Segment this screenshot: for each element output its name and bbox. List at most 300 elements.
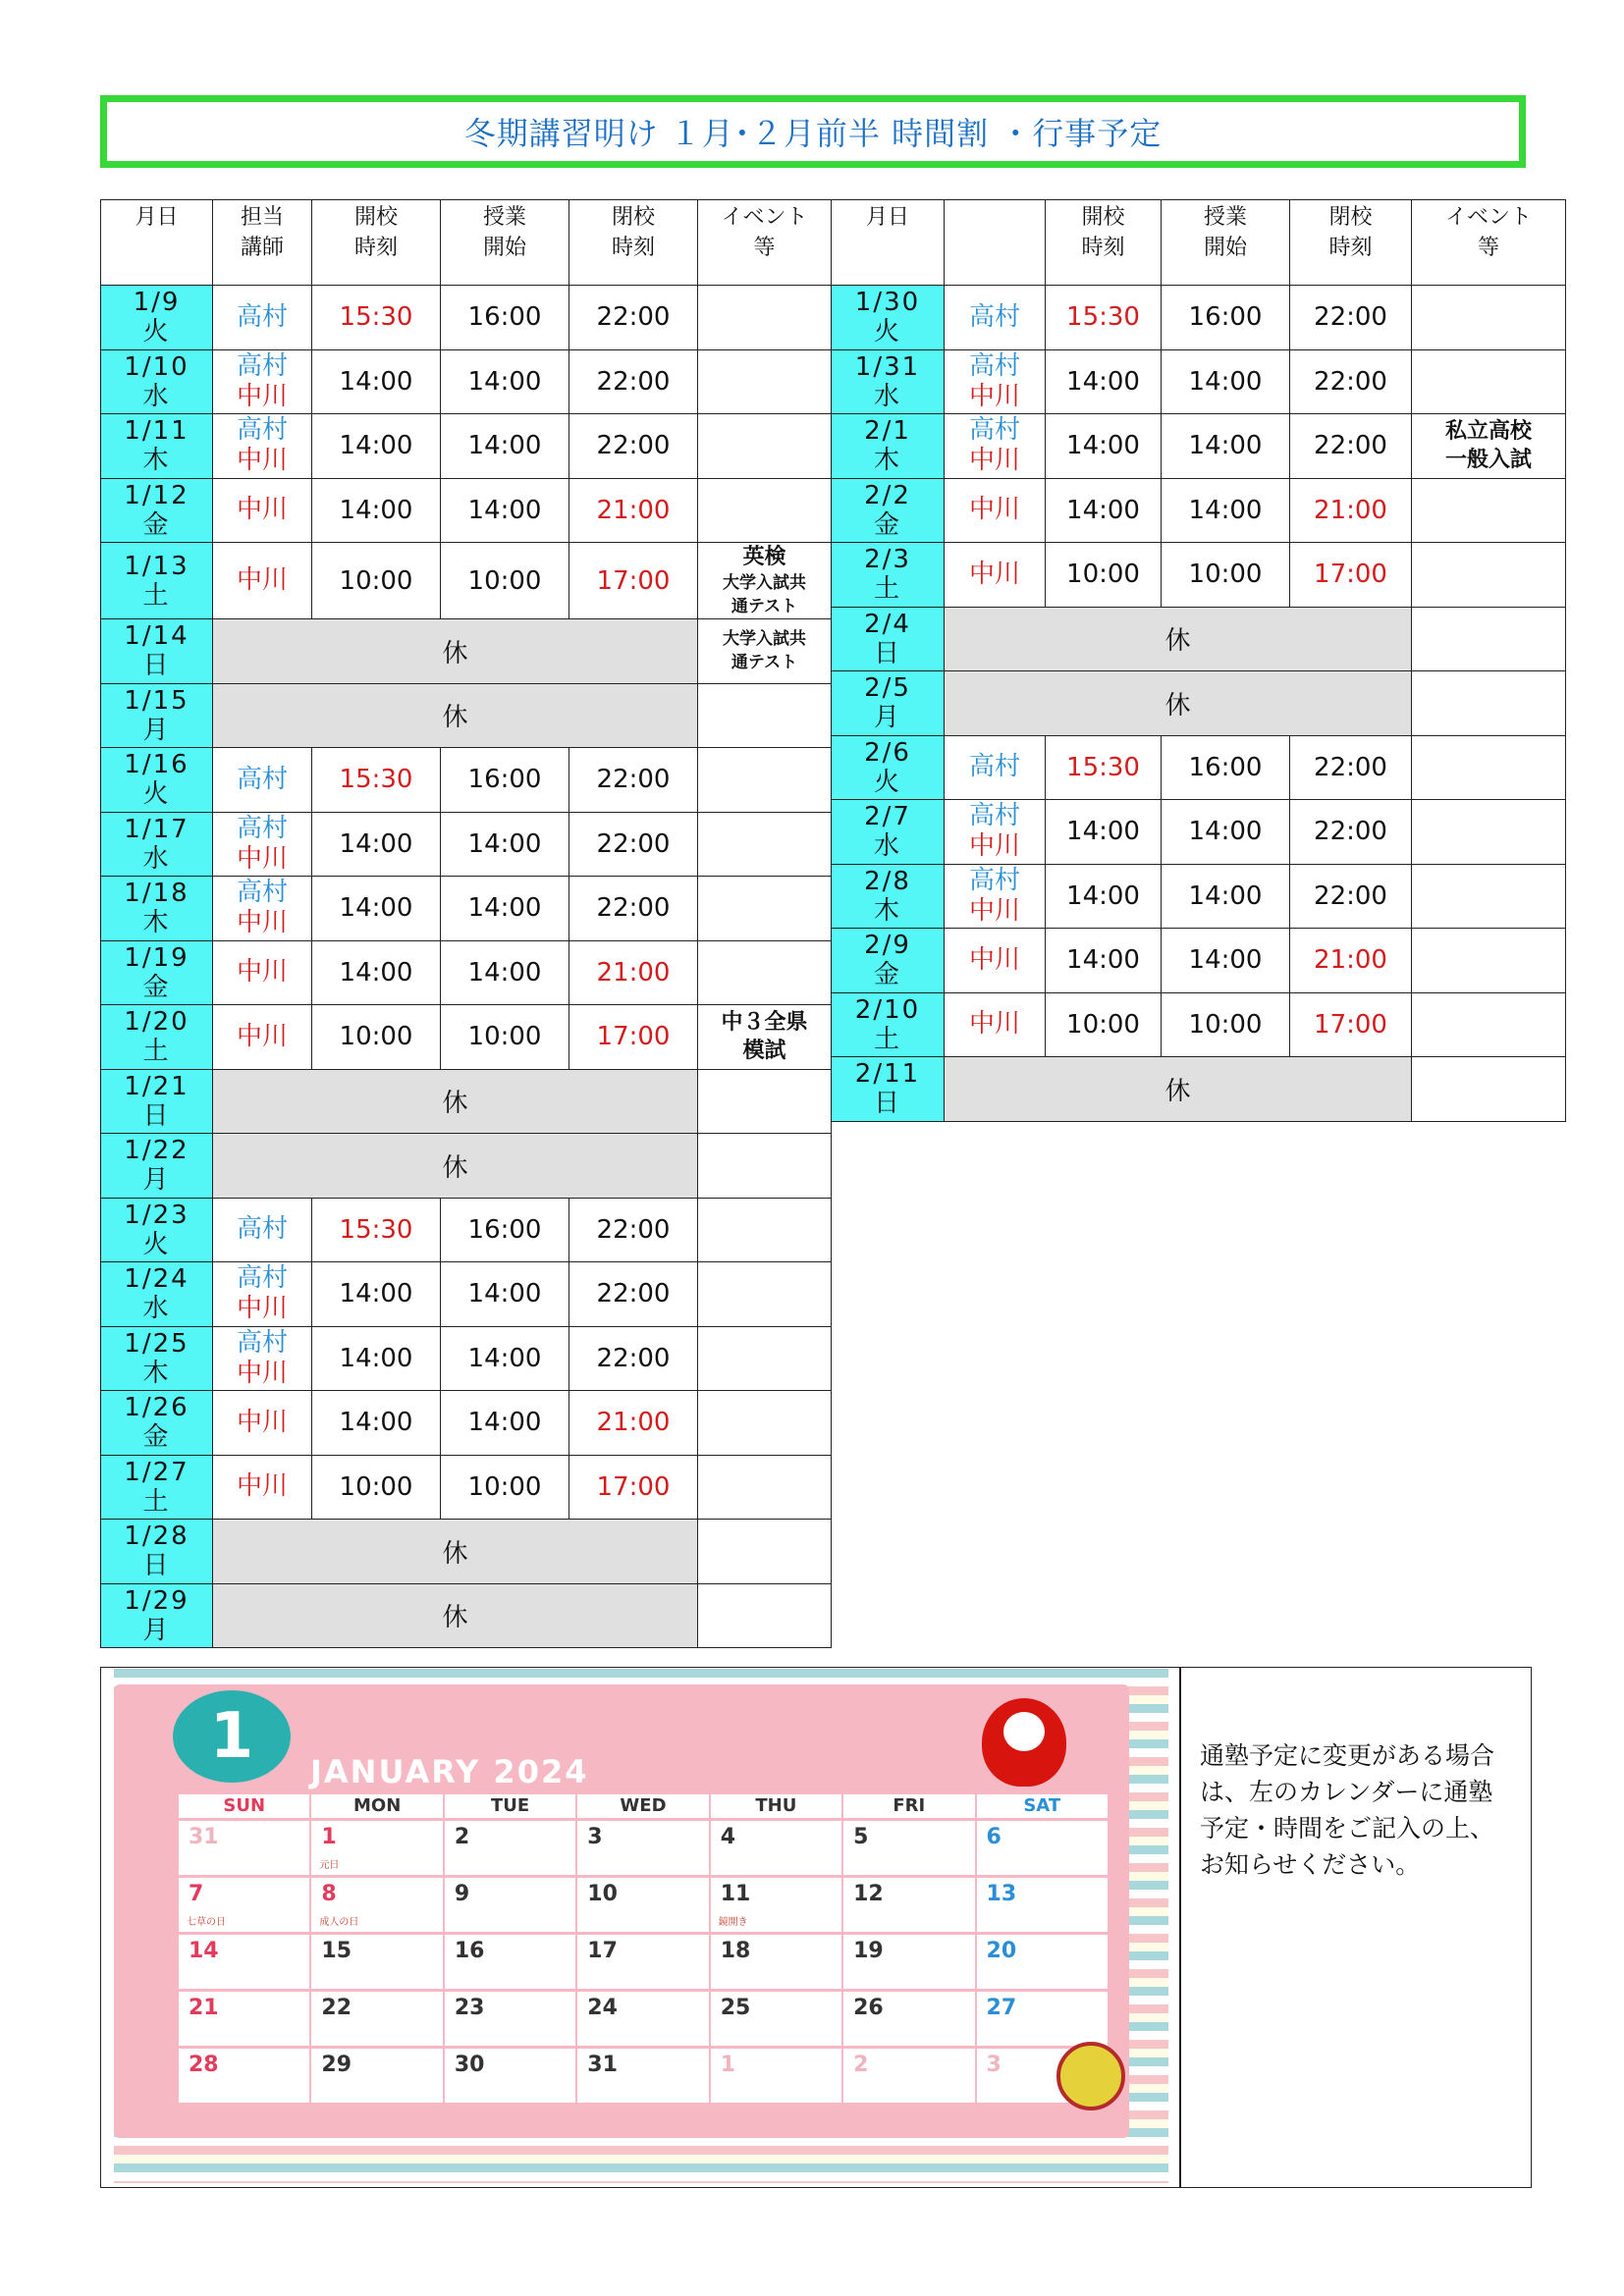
start-time-cell: 16:00	[441, 1198, 569, 1262]
calendar-week	[179, 2046, 1110, 2103]
event-label: 大学入試共 通テスト	[723, 573, 806, 616]
event-cell	[698, 543, 832, 619]
day-number: 15	[321, 1939, 352, 1963]
teacher-cell	[213, 478, 312, 543]
table-row	[101, 1455, 832, 1520]
close-time-cell: 21:00	[1290, 929, 1412, 993]
january-calendar	[114, 1669, 1168, 2183]
close-time-cell: 22:00	[569, 349, 698, 414]
day-number: 2	[853, 2053, 869, 2077]
column-header: イベント 等	[698, 200, 832, 286]
month-badge: 1	[173, 1690, 291, 1783]
holiday-label: 成人の日	[319, 1917, 359, 1928]
day-number: 1	[321, 1825, 337, 1849]
weekday-label: WED	[577, 1794, 710, 1818]
column-header: 閉校 時刻	[1290, 200, 1412, 286]
event-cell	[698, 1134, 832, 1199]
teacher-name: 高村	[236, 1214, 288, 1245]
teacher-cell	[213, 543, 312, 619]
calendar-day	[311, 1989, 444, 2046]
table-row	[832, 414, 1566, 479]
teacher-name: 高村	[968, 350, 1020, 381]
teacher-cell	[213, 1391, 312, 1456]
closed-cell: 休	[213, 683, 698, 748]
event-cell	[1412, 864, 1566, 929]
table-row	[101, 1583, 832, 1648]
teacher-name: 高村	[236, 350, 288, 381]
calendar-grid	[179, 1794, 1110, 2103]
calendar-day	[577, 2046, 710, 2103]
calendar-day	[577, 1989, 710, 2046]
closed-cell: 休	[213, 1069, 698, 1134]
day-number: 26	[853, 1996, 884, 2020]
calendar-day	[711, 1875, 843, 1932]
date-cell: 1/27 土	[101, 1455, 213, 1520]
teacher-cell	[213, 1198, 312, 1262]
event-cell	[698, 1326, 832, 1391]
teacher-name: 高村	[236, 1327, 288, 1358]
event-label: 中３全県 模試	[721, 1010, 808, 1064]
teacher-name: 高村	[236, 301, 288, 332]
date-cell: 1/18 木	[101, 877, 213, 941]
teacher-cell	[945, 735, 1046, 800]
start-time-cell: 14:00	[1162, 929, 1290, 993]
weekday-label: SUN	[179, 1794, 311, 1818]
event-cell	[1412, 1057, 1566, 1122]
open-time-cell: 10:00	[1046, 543, 1162, 608]
calendar-day	[977, 1932, 1110, 1989]
weekday-header	[179, 1794, 1110, 1818]
table-row	[832, 735, 1566, 800]
event-cell	[1412, 607, 1566, 671]
schedule-table-right	[831, 199, 1566, 1122]
teacher-name: 高村	[236, 764, 288, 794]
event-label: 大学入試共 通テスト	[723, 629, 806, 673]
date-cell: 1/31 水	[832, 349, 945, 414]
day-number: 10	[587, 1882, 618, 1906]
table-row	[101, 619, 832, 684]
close-time-cell: 22:00	[1290, 735, 1412, 800]
calendar-day	[179, 2046, 311, 2103]
day-number: 2	[454, 1825, 470, 1849]
date-cell: 1/20 土	[101, 1005, 213, 1070]
open-time-cell: 14:00	[312, 940, 441, 1005]
open-time-cell: 14:00	[1046, 349, 1162, 414]
close-time-cell: 22:00	[569, 286, 698, 350]
date-cell: 1/15 月	[101, 683, 213, 748]
teacher-cell	[213, 812, 312, 877]
close-time-cell: 22:00	[1290, 864, 1412, 929]
date-cell: 1/11 木	[101, 414, 213, 479]
table-row	[832, 478, 1566, 543]
teacher-name: 中川	[236, 1471, 288, 1502]
day-number: 29	[321, 2053, 352, 2077]
calendar-day	[843, 2046, 976, 2103]
date-cell: 2/2 金	[832, 478, 945, 543]
table-row	[832, 286, 1566, 350]
open-time-cell: 14:00	[312, 478, 441, 543]
open-time-cell: 10:00	[312, 1005, 441, 1070]
day-number: 31	[189, 1825, 219, 1849]
day-number: 28	[189, 2053, 219, 2077]
teacher-name: 中川	[236, 381, 288, 411]
date-cell: 2/9 金	[832, 929, 945, 993]
date-cell: 1/21 日	[101, 1069, 213, 1134]
table-row	[832, 607, 1566, 671]
teacher-name: 高村	[236, 415, 288, 446]
start-time-cell: 10:00	[441, 1005, 569, 1070]
teacher-name: 中川	[236, 843, 288, 874]
date-cell: 1/14 日	[101, 619, 213, 684]
calendar-day	[843, 1932, 976, 1989]
event-cell	[698, 1198, 832, 1262]
calendar-day	[179, 1875, 311, 1932]
column-header: 担当 講師	[213, 200, 312, 286]
teacher-name: 高村	[968, 752, 1020, 782]
column-header: 月日	[101, 200, 213, 286]
weekday-label: SAT	[977, 1794, 1110, 1818]
weekday-label: MON	[311, 1794, 444, 1818]
table-row	[101, 349, 832, 414]
calendar-day	[179, 1989, 311, 2046]
event-label: 私立高校 一般入試	[1444, 419, 1532, 473]
date-cell: 1/23 火	[101, 1198, 213, 1262]
table-row	[101, 1326, 832, 1391]
closed-cell: 休	[213, 1134, 698, 1199]
start-time-cell: 14:00	[1162, 478, 1290, 543]
event-cell	[698, 349, 832, 414]
event-cell	[1412, 543, 1566, 608]
close-time-cell: 17:00	[1290, 543, 1412, 608]
start-time-cell: 16:00	[441, 286, 569, 350]
teacher-name: 中川	[968, 895, 1020, 926]
open-time-cell: 14:00	[1046, 800, 1162, 865]
close-time-cell: 21:00	[569, 1391, 698, 1456]
calendar-week	[179, 1989, 1110, 2046]
column-header: 開校 時刻	[1046, 200, 1162, 286]
open-time-cell: 14:00	[1046, 929, 1162, 993]
close-time-cell: 17:00	[569, 1455, 698, 1520]
event-cell	[1412, 800, 1566, 865]
start-time-cell: 14:00	[441, 1326, 569, 1391]
calendar-day	[445, 1989, 577, 2046]
open-time-cell: 14:00	[312, 349, 441, 414]
teacher-name: 高村	[968, 865, 1020, 895]
calendar-divider	[1179, 1667, 1181, 2188]
page-title: 冬期講習明け １月･２月前半 時間割 ・行事予定	[100, 95, 1526, 168]
day-number: 27	[986, 1996, 1017, 2020]
day-number: 19	[853, 1939, 884, 1963]
event-cell	[1412, 286, 1566, 350]
calendar-day	[311, 1932, 444, 1989]
teacher-name: 中川	[236, 1407, 288, 1437]
close-time-cell: 17:00	[569, 1005, 698, 1070]
teacher-cell	[945, 992, 1046, 1057]
day-number: 20	[986, 1939, 1017, 1963]
day-number: 16	[454, 1939, 485, 1963]
open-time-cell: 14:00	[312, 1262, 441, 1327]
event-cell	[698, 940, 832, 1005]
day-number: 21	[189, 1996, 219, 2020]
calendar-day	[977, 1989, 1110, 2046]
table-row	[832, 800, 1566, 865]
date-cell: 1/12 金	[101, 478, 213, 543]
open-time-cell: 14:00	[312, 1391, 441, 1456]
column-header: 閉校 時刻	[569, 200, 698, 286]
calendar-day	[445, 2046, 577, 2103]
calendar-day	[445, 1818, 577, 1875]
teacher-cell	[213, 1455, 312, 1520]
day-number: 3	[986, 2053, 1001, 2077]
day-number: 7	[189, 1882, 204, 1906]
teacher-name: 高村	[968, 301, 1020, 332]
calendar-day	[711, 1989, 843, 2046]
close-time-cell: 22:00	[1290, 800, 1412, 865]
close-time-cell: 22:00	[1290, 286, 1412, 350]
teacher-cell	[213, 1005, 312, 1070]
open-time-cell: 14:00	[312, 877, 441, 941]
teacher-cell	[213, 877, 312, 941]
event-cell	[698, 478, 832, 543]
event-cell	[698, 1005, 832, 1070]
calendar-week	[179, 1932, 1110, 1989]
day-number: 31	[587, 2053, 618, 2077]
teacher-name: 高村	[236, 878, 288, 908]
day-number: 13	[986, 1882, 1017, 1906]
calendar-day	[977, 1818, 1110, 1875]
event-cell	[698, 414, 832, 479]
start-time-cell: 10:00	[1162, 992, 1290, 1057]
teacher-name: 中川	[968, 446, 1020, 476]
start-time-cell: 14:00	[441, 349, 569, 414]
open-time-cell: 14:00	[312, 812, 441, 877]
start-time-cell: 14:00	[441, 877, 569, 941]
table-row	[832, 671, 1566, 736]
close-time-cell: 17:00	[1290, 992, 1412, 1057]
event-cell	[1412, 671, 1566, 736]
event-cell	[698, 1262, 832, 1327]
calendar-week	[179, 1875, 1110, 1932]
teacher-cell	[213, 940, 312, 1005]
event-cell	[1412, 349, 1566, 414]
closed-cell: 休	[213, 1520, 698, 1584]
teacher-name: 中川	[236, 446, 288, 476]
table-row	[832, 1057, 1566, 1122]
start-time-cell: 14:00	[1162, 414, 1290, 479]
teacher-name: 中川	[236, 495, 288, 525]
spinning-top-icon	[1056, 2042, 1125, 2110]
calendar-day	[711, 1932, 843, 1989]
table-row	[101, 1005, 832, 1070]
teacher-name: 中川	[968, 944, 1020, 975]
close-time-cell: 22:00	[569, 748, 698, 813]
day-number: 24	[587, 1996, 618, 2020]
calendar-day	[179, 1818, 311, 1875]
date-cell: 2/3 土	[832, 543, 945, 608]
teacher-cell	[213, 1326, 312, 1391]
close-time-cell: 22:00	[569, 1262, 698, 1327]
calendar-day	[711, 2046, 843, 2103]
teacher-cell	[213, 748, 312, 813]
date-cell: 2/4 日	[832, 607, 945, 671]
column-header	[945, 200, 1046, 286]
date-cell: 1/16 火	[101, 748, 213, 813]
date-cell: 1/29 月	[101, 1583, 213, 1648]
open-time-cell: 10:00	[312, 543, 441, 619]
event-cell	[1412, 414, 1566, 479]
table-row	[101, 1391, 832, 1456]
calendar-day	[311, 2046, 444, 2103]
closed-cell: 休	[213, 619, 698, 684]
table-row	[101, 748, 832, 813]
day-number: 25	[720, 1996, 751, 2020]
start-time-cell: 14:00	[441, 478, 569, 543]
table-row	[101, 940, 832, 1005]
start-time-cell: 16:00	[1162, 735, 1290, 800]
calendar-day	[311, 1875, 444, 1932]
day-number: 9	[454, 1882, 470, 1906]
daruma-icon	[982, 1698, 1066, 1787]
column-header: イベント 等	[1412, 200, 1566, 286]
table-row	[832, 543, 1566, 608]
close-time-cell: 22:00	[569, 1326, 698, 1391]
column-header: 開校 時刻	[312, 200, 441, 286]
day-number: 8	[321, 1882, 337, 1906]
close-time-cell: 22:00	[569, 414, 698, 479]
teacher-name: 中川	[968, 495, 1020, 525]
table-row	[101, 478, 832, 543]
day-number: 5	[853, 1825, 869, 1849]
table-row	[101, 1069, 832, 1134]
closed-cell: 休	[945, 671, 1412, 736]
teacher-cell	[945, 543, 1046, 608]
start-time-cell: 14:00	[1162, 349, 1290, 414]
teacher-name: 中川	[236, 908, 288, 938]
weekday-label: THU	[711, 1794, 843, 1818]
calendar-day	[445, 1875, 577, 1932]
holiday-label: 七草の日	[187, 1917, 226, 1928]
date-cell: 1/22 月	[101, 1134, 213, 1199]
closed-cell: 休	[213, 1583, 698, 1648]
date-cell: 1/19 金	[101, 940, 213, 1005]
day-number: 17	[587, 1939, 618, 1963]
date-cell: 1/25 木	[101, 1326, 213, 1391]
event-cell	[1412, 735, 1566, 800]
close-time-cell: 21:00	[569, 940, 698, 1005]
close-time-cell: 21:00	[1290, 478, 1412, 543]
close-time-cell: 22:00	[569, 1198, 698, 1262]
event-cell	[698, 1520, 832, 1584]
table-row	[832, 992, 1566, 1057]
teacher-name: 高村	[236, 813, 288, 843]
event-cell	[1412, 992, 1566, 1057]
month-title: JANUARY 2024	[310, 1753, 589, 1790]
start-time-cell: 14:00	[1162, 800, 1290, 865]
date-cell: 2/8 木	[832, 864, 945, 929]
open-time-cell: 15:30	[312, 1198, 441, 1262]
date-cell: 2/7 水	[832, 800, 945, 865]
day-number: 4	[720, 1825, 735, 1849]
teacher-name: 高村	[236, 1263, 288, 1294]
date-cell: 1/9 火	[101, 286, 213, 350]
calendar-day	[311, 1818, 444, 1875]
column-header: 授業 開始	[441, 200, 569, 286]
event-cell	[698, 1455, 832, 1520]
date-cell: 2/1 木	[832, 414, 945, 479]
table-row	[101, 683, 832, 748]
date-cell: 1/10 水	[101, 349, 213, 414]
open-time-cell: 14:00	[1046, 414, 1162, 479]
teacher-cell	[213, 414, 312, 479]
calendar-day	[577, 1818, 710, 1875]
table-row	[832, 349, 1566, 414]
teacher-cell	[213, 1262, 312, 1327]
table-row	[101, 1198, 832, 1262]
date-cell: 2/5 月	[832, 671, 945, 736]
calendar-day	[843, 1818, 976, 1875]
start-time-cell: 14:00	[441, 1391, 569, 1456]
calendar-day	[445, 1932, 577, 1989]
closed-cell: 休	[945, 1057, 1412, 1122]
date-cell: 1/26 金	[101, 1391, 213, 1456]
teacher-name: 中川	[968, 831, 1020, 862]
open-time-cell: 15:30	[312, 748, 441, 813]
calendar-day	[577, 1932, 710, 1989]
date-cell: 1/17 水	[101, 812, 213, 877]
column-header: 月日	[832, 200, 945, 286]
day-number: 3	[587, 1825, 603, 1849]
teacher-cell	[213, 286, 312, 350]
close-time-cell: 17:00	[569, 543, 698, 619]
open-time-cell: 15:30	[1046, 735, 1162, 800]
open-time-cell: 10:00	[1046, 992, 1162, 1057]
table-row	[101, 543, 832, 619]
event-cell	[698, 619, 832, 684]
event-cell	[698, 877, 832, 941]
day-number: 6	[986, 1825, 1001, 1849]
start-time-cell: 14:00	[441, 1262, 569, 1327]
open-time-cell: 15:30	[1046, 286, 1162, 350]
day-number: 1	[720, 2053, 735, 2077]
start-time-cell: 16:00	[1162, 286, 1290, 350]
table-row	[101, 1134, 832, 1199]
calendar-day	[843, 1989, 976, 2046]
schedule-table-left	[100, 199, 832, 1648]
calendar-day	[711, 1818, 843, 1875]
teacher-name: 中川	[968, 1009, 1020, 1040]
close-time-cell: 22:00	[569, 877, 698, 941]
event-cell	[1412, 478, 1566, 543]
event-cell	[1412, 929, 1566, 993]
day-number: 23	[454, 1996, 485, 2020]
date-cell: 2/11 日	[832, 1057, 945, 1122]
date-cell: 2/10 土	[832, 992, 945, 1057]
calendar-day	[179, 1932, 311, 1989]
event-label: 英検	[742, 545, 786, 569]
day-number: 11	[720, 1882, 751, 1906]
event-cell	[698, 286, 832, 350]
teacher-name: 中川	[236, 1294, 288, 1324]
day-number: 14	[189, 1939, 219, 1963]
start-time-cell: 14:00	[1162, 864, 1290, 929]
date-cell: 1/28 日	[101, 1520, 213, 1584]
calendar-day	[577, 1875, 710, 1932]
teacher-cell	[945, 286, 1046, 350]
teacher-name: 中川	[236, 1358, 288, 1388]
close-time-cell: 22:00	[1290, 349, 1412, 414]
day-number: 22	[321, 1996, 352, 2020]
open-time-cell: 10:00	[312, 1455, 441, 1520]
